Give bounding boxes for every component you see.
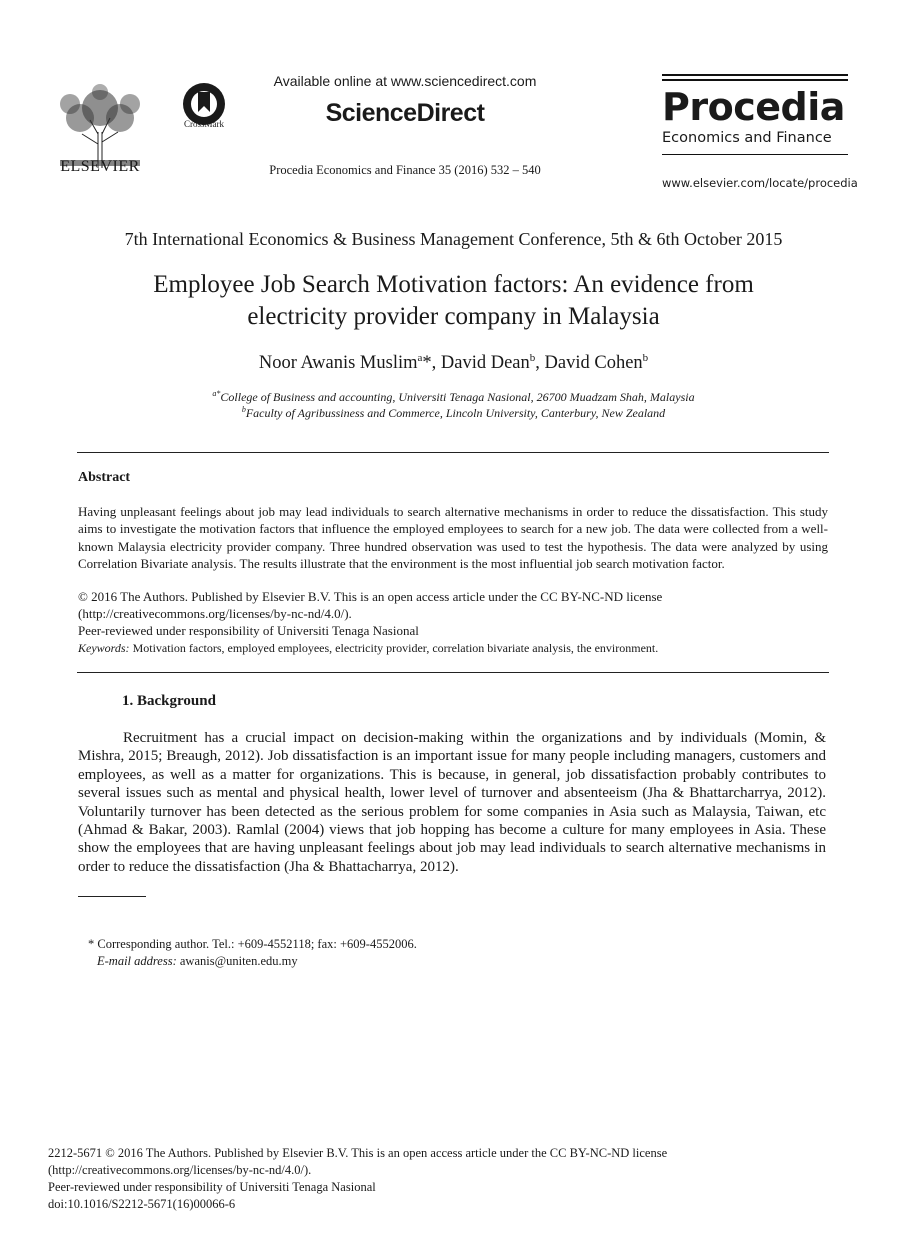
conference-name: 7th International Economics & Business Management Conference, 5th & 6th October 2015: [124, 229, 783, 249]
license-link[interactable]: (http://creativecommons.org/licenses/by-nc-nd/4.0/).: [78, 606, 352, 621]
affiliation-mark: a*: [212, 389, 221, 398]
procedia-rule: [662, 154, 848, 156]
elsevier-wordmark: ELSEVIER: [60, 158, 140, 175]
author-list: Noor Awanis Muslim$^a$*, David Dean$^b$, David Cohen$^b$: [258, 352, 649, 374]
journal-url-link[interactable]: www.elsevier.com/locate/procedia: [662, 176, 858, 190]
author-affil-mark: b: [642, 352, 649, 364]
sciencedirect-wordmark: ScienceDirect: [325, 99, 485, 127]
abstract-text: Having unpleasant feelings about job may lead individuals to search alternative mechanisms in order to reduce the dissatisfaction. This study aims to investigate the motivation factors that influence the employed employees to search for a new job. The data were collected from a well-known Malaysia electricity provider company. Three hundred observation was used to test the hypothesis. The data were analyzed by using Correlation Bivariate analysis. The results illustrate that the environment is the most influential job search motivation factor.: [78, 504, 828, 571]
procedia-rule: [662, 79, 848, 81]
affiliation: [0, 405, 907, 421]
keywords: [78, 641, 658, 656]
footer-peer-review: Peer-reviewed under responsibility of Universiti Tenaga Nasional: [48, 1180, 376, 1194]
keywords-label: Keywords:: [78, 641, 130, 655]
author-name: Noor Awanis Muslim: [258, 353, 418, 374]
crossmark-label: CrossMark: [184, 119, 224, 129]
email-label: E-mail address:: [97, 954, 177, 968]
paper-title: [60, 269, 847, 333]
procedia-title: Procedia: [662, 84, 845, 129]
corresponding-author-footnote: * Corresponding author. Tel.: +609-4552118; fax: +609-4552006.: [88, 937, 417, 951]
divider: [77, 672, 829, 673]
procedia-logo: [662, 74, 848, 158]
footer-issn-license: 2212-5671 © 2016 The Authors. Published by Elsevier B.V. This is an open access article under the CC BY-NC-ND license: [48, 1146, 668, 1160]
keywords-text: Motivation factors, employed employees, electricity provider, correlation bivariate analysis, the environment.: [129, 641, 659, 655]
divider: [77, 452, 829, 453]
body-paragraph: Recruitment has a crucial impact on decision-making within the organizations and by individuals (Momin, & Mishra, 2015; Breaugh, 2012). Job dissatisfaction is an important issue for many people including managers, customers and employees, as well as a matter for organizations. This is because, in general, job dissatisfaction probably contributes to several issues such as mental and physical health, lower level of turnover and absenteeism (Jha & Bhattarcharrya, 2012). Voluntarily turnover has been detected as the serious problem for some companies in Asia such as Malaysia, Taiwan, etc (Ahmad & Bakar, 2003). Ramlal (2004) views that job hopping has become a culture for many employees in Asia. These show the employees that are having unpleasant feelings about job may lead individuals to search alternative mechanisms in order to reduce the dissatisfaction (Jha & Bhattacharrya, 2012).: [78, 730, 826, 875]
procedia-subtitle: Economics and Finance: [662, 129, 832, 146]
available-online-text: Available online at www.sciencedirect.com: [273, 73, 537, 89]
affiliation-text: Faculty of Agribussiness and Commerce, Lincoln University, Canterbury, New Zealand: [245, 406, 666, 420]
affiliation-text: College of Business and accounting, Universiti Tenaga Nasional, 26700 Muadzam Shah, Malaysia: [220, 390, 695, 404]
author-name: David Cohen: [544, 353, 643, 374]
footer-doi[interactable]: doi:10.1016/S2212-5671(16)00066-6: [48, 1197, 236, 1211]
footer-license-link[interactable]: (http://creativecommons.org/licenses/by-nc-nd/4.0/).: [48, 1163, 312, 1177]
corresponding-mark: *: [422, 353, 432, 374]
affiliation: [0, 389, 907, 405]
email-address[interactable]: awanis@uniten.edu.my: [176, 954, 298, 968]
title-line: electricity provider company in Malaysia: [247, 303, 660, 330]
email-footnote: [97, 954, 298, 969]
procedia-rule: [662, 74, 848, 76]
copyright-notice: © 2016 The Authors. Published by Elsevier B.V. This is an open access article under the CC BY-NC-ND license: [78, 589, 663, 604]
author-affil-mark: a: [417, 352, 423, 364]
author-affil-mark: b: [529, 352, 536, 364]
title-line: Employee Job Search Motivation factors: An evidence from: [153, 271, 754, 298]
footnote-rule: [78, 896, 146, 897]
journal-citation: Procedia Economics and Finance 35 (2016) 532 – 540: [269, 163, 541, 177]
section-heading: 1. Background: [122, 693, 216, 709]
author-name: David Dean: [440, 353, 530, 374]
abstract-heading: Abstract: [78, 470, 131, 485]
peer-review-notice: Peer-reviewed under responsibility of Universiti Tenaga Nasional: [78, 623, 419, 638]
affiliation-mark: b: [241, 405, 246, 414]
